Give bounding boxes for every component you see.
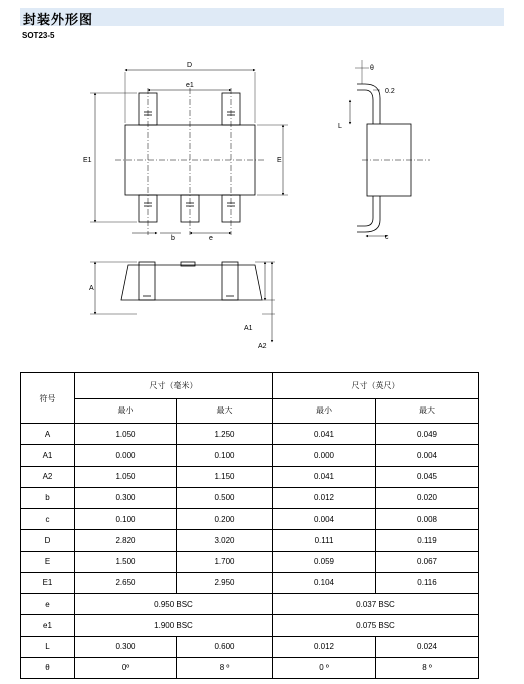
cell-mm-min: 2.650 bbox=[75, 572, 177, 593]
cell-sym: e1 bbox=[21, 615, 75, 636]
cell-mm-min: 1.500 bbox=[75, 551, 177, 572]
cell-mm-min: 0.300 bbox=[75, 636, 177, 657]
cell-sym: D bbox=[21, 530, 75, 551]
top-lead-right bbox=[222, 93, 240, 125]
label-a: A bbox=[89, 285, 94, 292]
cell-in-min: 0.012 bbox=[273, 636, 376, 657]
cell-in-min: 0.111 bbox=[273, 530, 376, 551]
cell-mm-max: 1.700 bbox=[177, 551, 273, 572]
cell-mm-min: 0.000 bbox=[75, 445, 177, 466]
cell-sym: L bbox=[21, 636, 75, 657]
cell-mm-min: 1.050 bbox=[75, 466, 177, 487]
table-row bbox=[21, 530, 479, 551]
cell-in-max: 0.116 bbox=[376, 572, 479, 593]
package-name: SOT23-5 bbox=[22, 31, 55, 40]
cell-in-min: 0.000 bbox=[273, 445, 376, 466]
cell-in-max: 0.045 bbox=[376, 466, 479, 487]
cell-sym: θ bbox=[21, 657, 75, 678]
label-e1: e1 bbox=[186, 82, 194, 89]
symbol-header: 符号 bbox=[21, 373, 75, 424]
label-theta: θ bbox=[370, 65, 374, 72]
cell-in-min: 0.059 bbox=[273, 551, 376, 572]
table-row bbox=[21, 572, 479, 593]
cell-mm-bsc: 1.900 BSC bbox=[75, 615, 273, 636]
cell-mm-max: 0.500 bbox=[177, 487, 273, 508]
table-row bbox=[21, 466, 479, 487]
front-view-body bbox=[121, 265, 262, 300]
cell-sym: e bbox=[21, 594, 75, 615]
cell-mm-min: 0.100 bbox=[75, 509, 177, 530]
cell-mm-max: 0.600 bbox=[177, 636, 273, 657]
cell-mm-max: 8 º bbox=[177, 657, 273, 678]
table-row bbox=[21, 445, 479, 466]
table-row bbox=[21, 424, 479, 445]
label-e1-height: E1 bbox=[83, 157, 92, 164]
cell-in-min: 0.012 bbox=[273, 487, 376, 508]
cell-mm-max: 0.200 bbox=[177, 509, 273, 530]
label-e-height: E bbox=[277, 157, 282, 164]
cell-sym: E1 bbox=[21, 572, 75, 593]
table-header-row bbox=[21, 373, 479, 399]
cell-in-min: 0 º bbox=[273, 657, 376, 678]
cell-sym: E bbox=[21, 551, 75, 572]
mm-header: 尺寸（毫米） bbox=[75, 373, 273, 399]
cell-in-max: 8 º bbox=[376, 657, 479, 678]
label-c: c bbox=[385, 234, 389, 241]
cell-mm-min: 2.820 bbox=[75, 530, 177, 551]
page-title: 封装外形图 bbox=[23, 13, 94, 28]
table-row bbox=[21, 594, 479, 615]
cell-mm-bsc: 0.950 BSC bbox=[75, 594, 273, 615]
label-b: b bbox=[171, 235, 175, 242]
cell-in-max: 0.004 bbox=[376, 445, 479, 466]
cell-in-bsc: 0.037 BSC bbox=[273, 594, 479, 615]
cell-mm-min: 0º bbox=[75, 657, 177, 678]
inch-min-header: 最小 bbox=[273, 398, 376, 424]
cell-sym: A1 bbox=[21, 445, 75, 466]
cell-mm-max: 0.100 bbox=[177, 445, 273, 466]
table-row bbox=[21, 487, 479, 508]
label-d: D bbox=[187, 62, 193, 69]
inch-header: 尺寸（英尺） bbox=[273, 373, 479, 399]
cell-in-max: 0.049 bbox=[376, 424, 479, 445]
cell-mm-max: 1.250 bbox=[177, 424, 273, 445]
cell-in-max: 0.020 bbox=[376, 487, 479, 508]
table-row bbox=[21, 636, 479, 657]
cell-mm-max: 2.950 bbox=[177, 572, 273, 593]
table-subheader-row bbox=[21, 398, 479, 424]
cell-in-min: 0.041 bbox=[273, 466, 376, 487]
top-lead-left bbox=[139, 93, 157, 125]
table-row bbox=[21, 615, 479, 636]
cell-in-max: 0.119 bbox=[376, 530, 479, 551]
mm-max-header: 最大 bbox=[177, 398, 273, 424]
cell-in-bsc: 0.075 BSC bbox=[273, 615, 479, 636]
cell-sym: b bbox=[21, 487, 75, 508]
cell-mm-max: 1.150 bbox=[177, 466, 273, 487]
side-lead-top bbox=[357, 90, 373, 124]
cell-mm-min: 0.300 bbox=[75, 487, 177, 508]
front-lead-right bbox=[222, 262, 238, 300]
label-angle-note: 0.2 bbox=[385, 88, 395, 95]
cell-in-max: 0.008 bbox=[376, 509, 479, 530]
label-e: e bbox=[209, 235, 213, 242]
cell-in-max: 0.024 bbox=[376, 636, 479, 657]
cell-sym: c bbox=[21, 509, 75, 530]
cell-mm-min: 1.050 bbox=[75, 424, 177, 445]
dimension-table bbox=[20, 372, 479, 679]
cell-mm-max: 3.020 bbox=[177, 530, 273, 551]
label-l: L bbox=[338, 123, 342, 130]
table-row bbox=[21, 509, 479, 530]
label-a1: A1 bbox=[244, 325, 253, 332]
cell-sym: A2 bbox=[21, 466, 75, 487]
cell-sym: A bbox=[21, 424, 75, 445]
inch-max-header: 最大 bbox=[376, 398, 479, 424]
cell-in-max: 0.067 bbox=[376, 551, 479, 572]
cell-in-min: 0.104 bbox=[273, 572, 376, 593]
table-row bbox=[21, 657, 479, 678]
mm-min-header: 最小 bbox=[75, 398, 177, 424]
table-row bbox=[21, 551, 479, 572]
front-lead-left bbox=[139, 262, 155, 300]
cell-in-min: 0.004 bbox=[273, 509, 376, 530]
label-a2: A2 bbox=[258, 343, 267, 350]
cell-in-min: 0.041 bbox=[273, 424, 376, 445]
